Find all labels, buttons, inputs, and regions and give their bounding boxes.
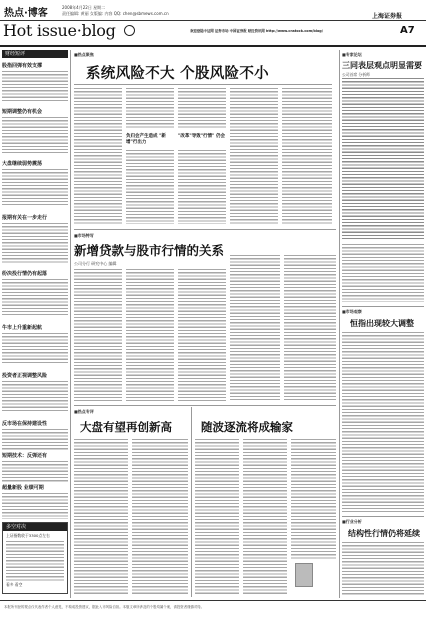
main-headline-rule — [74, 84, 332, 85]
author-photo — [295, 563, 313, 587]
bm-col-2 — [243, 439, 287, 595]
sidebar-item-body — [2, 117, 68, 153]
sidebar-item-body — [2, 429, 68, 451]
bl-headline: 大盘有望再创新高 — [80, 420, 172, 434]
sidebar-item-title: 股指回弹有效支撑 — [2, 63, 43, 69]
footer-note: 本报所刊登的观点仅代表作者个人意见，不构成投资建议，据此入市风险自担。本版文章所涉及的个股均属个案，请投资者谨慎对待。 — [4, 605, 205, 609]
credit-article — [74, 231, 336, 403]
right-body-3 — [342, 542, 424, 596]
right-column — [342, 50, 424, 598]
right-headline-2: 恒指出现较大调整 — [350, 319, 414, 328]
logo-icon — [124, 25, 135, 36]
sidebar-header-label: 财经短评 — [5, 51, 26, 57]
right-kicker-1: ■专家论坛 — [342, 52, 362, 57]
bm-col-3 — [291, 439, 336, 559]
sidebar-item[interactable] — [2, 62, 68, 101]
sidebar-item-title: 反市场在保持建设性 — [2, 421, 48, 427]
sidebar-item-body — [2, 333, 68, 363]
masthead — [0, 0, 426, 48]
sidebar-item-body — [2, 381, 68, 411]
sidebar-item[interactable] — [2, 372, 68, 411]
main-col-4 — [230, 88, 278, 224]
sidebar-item-title: 大盘继续弱势震荡 — [2, 161, 43, 167]
date-line: 2008年4月22日 星期二 — [62, 5, 106, 10]
credit-col-1 — [74, 269, 122, 401]
right-body-1 — [342, 78, 424, 240]
bm-col-1 — [195, 439, 239, 595]
sidebar-item[interactable] — [2, 270, 68, 315]
main-col-5 — [282, 88, 332, 224]
sidebar-item-title: 短期技术：反弹还有 — [2, 453, 48, 459]
sidebar-item-body — [2, 223, 68, 263]
right-rule-2 — [342, 516, 424, 517]
masthead-rule-bottom — [0, 45, 426, 47]
right-headline-1: 三同表层观点明显需要 — [342, 61, 422, 70]
ad-banner: 欢迎登陆中证网 证券市场 中国证券报 财经资讯网 http://www.cnstock.com/blog/ — [190, 29, 323, 33]
main-col-3b — [178, 150, 226, 224]
footer-box-title-text: 多空对决 — [6, 524, 27, 530]
main-col-1 — [74, 88, 122, 224]
sidebar-item[interactable] — [2, 214, 68, 263]
credit-headline: 新增贷款与股市行情的关系 — [74, 243, 225, 258]
footer-box-line: 看多 看空 — [6, 582, 23, 587]
sidebar-item[interactable] — [2, 108, 68, 153]
footer-box-line: 上证指数收于3300点左右 — [6, 533, 50, 538]
right-headline-3: 结构性行情仍将延续 — [348, 529, 420, 538]
section-en-title: Hot issue·blog — [3, 21, 116, 40]
sidebar-footer-box — [2, 522, 68, 594]
bl-kicker: ■热点专评 — [74, 409, 94, 414]
section-cn-title: 热点·博客 — [4, 8, 48, 19]
bl-col-2 — [132, 439, 188, 595]
bottom-left-article — [74, 407, 188, 597]
sidebar-item-title: 投资者正视调整风险 — [2, 373, 48, 379]
sidebar-item-body — [2, 279, 68, 315]
bm-headline: 随波逐流将成输家 — [201, 420, 293, 434]
credit-byline: 公司分行 研究中心 编辑 — [74, 261, 117, 266]
editor-line — [62, 11, 169, 17]
main-subhead-1: 负归会产生造成 "新增"行出力 — [126, 134, 166, 145]
main-article — [74, 50, 332, 228]
sidebar-item-title: 牛市上升重新起航 — [2, 325, 43, 331]
editor-email: chen@sbmews.com.cn — [122, 11, 169, 16]
credit-top-rule — [74, 229, 336, 230]
credit-col-4 — [230, 255, 280, 401]
main-col-3 — [178, 88, 226, 128]
right-kicker-2: ■市场观察 — [342, 309, 362, 314]
sidebar-item-title: 报期有关在一步走行 — [2, 215, 48, 221]
right-byline-1: 公司首席 分析师 — [342, 72, 370, 77]
right-divider — [339, 50, 340, 598]
credit-col-5 — [284, 255, 336, 401]
bottom-mid-article — [195, 407, 336, 597]
sidebar-item-title: 纷决投行情仍有起落 — [2, 271, 48, 277]
right-kicker-3: ■行业分析 — [342, 519, 362, 524]
editor-label: 责任编辑: 黄丽 女版编: 内容 QQ: — [62, 11, 122, 16]
right-rule-1 — [342, 306, 424, 307]
footer-box-title — [3, 523, 67, 531]
sidebar-item-title: 超量新股 业绩可期 — [2, 485, 44, 491]
sidebar-item-body — [2, 461, 68, 483]
page-number: A7 — [400, 25, 415, 36]
sidebar-item[interactable] — [2, 452, 68, 483]
credit-col-3 — [178, 269, 226, 401]
credit-col-2 — [126, 269, 174, 401]
sidebar-item[interactable] — [2, 160, 68, 205]
right-body-2 — [342, 332, 424, 512]
credit-kicker: ■市场特写 — [74, 233, 94, 238]
footer-box-body — [6, 541, 64, 581]
main-headline: 系统风险不大 个股风险不小 — [86, 66, 269, 82]
newspaper-name: 上海证券报 — [372, 13, 403, 20]
sidebar-item-body — [2, 169, 68, 205]
sidebar-item[interactable] — [2, 324, 68, 363]
bottom-top-rule — [74, 405, 336, 406]
main-kicker: ■热点聚焦 — [74, 52, 94, 57]
bottom-mid-divider — [191, 407, 192, 597]
sidebar-item-body — [2, 493, 68, 519]
sidebar-divider — [70, 50, 71, 598]
main-subhead-2: "改革"导致"行情" 仍会 — [178, 134, 225, 139]
sidebar-item[interactable] — [2, 484, 68, 519]
right-body-1b — [342, 244, 424, 302]
main-col-2 — [126, 88, 174, 128]
sidebar-item-title: 短期调整仍有机会 — [2, 109, 43, 115]
footer-rule — [0, 600, 426, 601]
bl-col-1 — [74, 439, 128, 595]
main-col-2b — [126, 150, 174, 224]
sidebar-item-body — [2, 71, 68, 101]
sidebar-header — [2, 50, 68, 58]
sidebar — [2, 50, 68, 598]
sidebar-item[interactable] — [2, 420, 68, 451]
